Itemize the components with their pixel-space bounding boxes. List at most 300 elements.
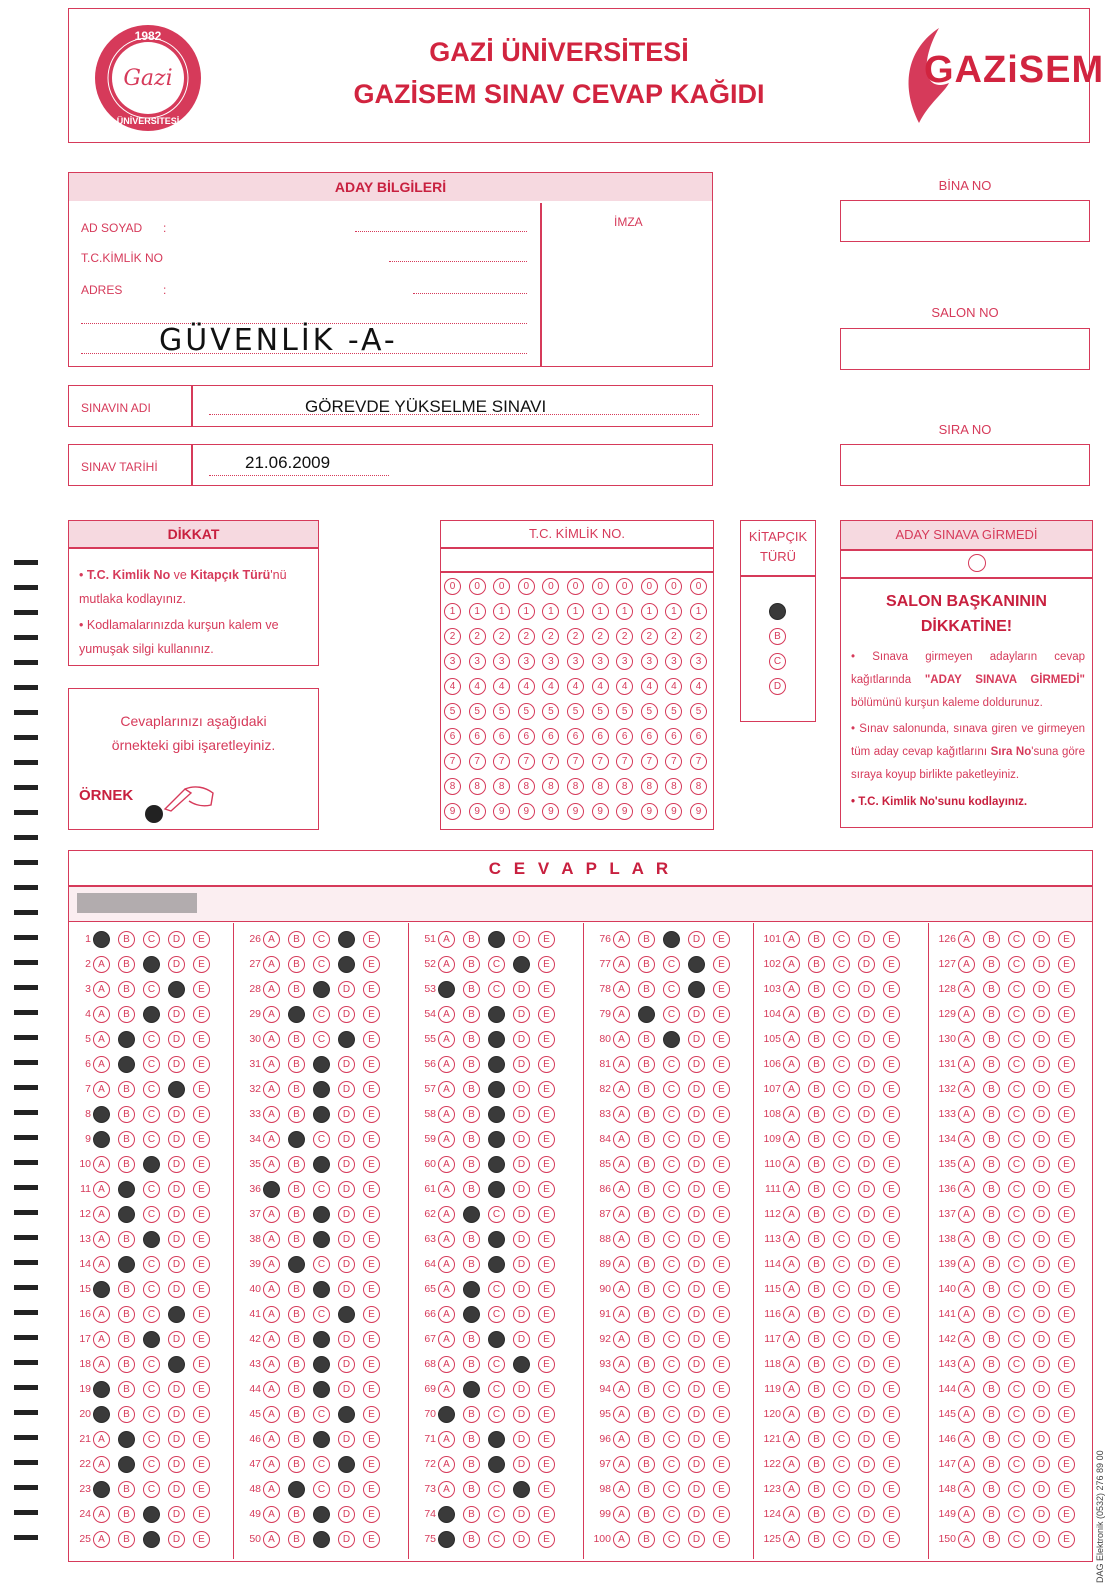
answer-bubble[interactable]: D [513,1531,530,1548]
answer-bubble[interactable]: B [288,1506,305,1523]
answer-bubble[interactable]: D [1033,1181,1050,1198]
answer-bubble[interactable]: B [463,1056,480,1073]
answer-bubble[interactable]: C [663,1306,680,1323]
answer-bubble[interactable]: B [463,1181,480,1198]
answer-bubble[interactable]: E [363,1256,380,1273]
tc-digit-bubble[interactable]: 8 [690,778,707,795]
answer-bubble[interactable]: C [313,1456,330,1473]
answer-bubble[interactable]: A [93,1006,110,1023]
answer-bubble[interactable]: D [513,1281,530,1298]
answer-bubble[interactable]: A [263,1231,280,1248]
answer-bubble[interactable]: E [713,1331,730,1348]
answer-bubble[interactable] [93,1481,110,1498]
answer-bubble[interactable]: A [263,1006,280,1023]
answer-bubble[interactable]: B [983,1231,1000,1248]
tc-digit-bubble[interactable]: 5 [665,703,682,720]
answer-bubble[interactable] [463,1306,480,1323]
answer-bubble[interactable]: C [663,1206,680,1223]
answer-bubble[interactable] [118,1056,135,1073]
tc-digit-bubble[interactable]: 2 [518,628,535,645]
answer-bubble[interactable]: E [713,1281,730,1298]
answer-bubble[interactable]: B [638,1481,655,1498]
answer-bubble[interactable]: D [858,1506,875,1523]
answer-bubble[interactable]: D [1033,1531,1050,1548]
answer-bubble[interactable]: B [118,1531,135,1548]
answer-bubble[interactable] [463,1281,480,1298]
answer-bubble[interactable]: D [858,1131,875,1148]
answer-bubble[interactable]: B [983,1181,1000,1198]
answer-bubble[interactable]: E [713,1456,730,1473]
answer-bubble[interactable]: D [513,1181,530,1198]
answer-bubble[interactable]: B [463,1106,480,1123]
answer-bubble[interactable]: E [1058,1431,1075,1448]
answer-bubble[interactable]: B [808,1081,825,1098]
answer-bubble[interactable]: A [613,1106,630,1123]
answer-bubble[interactable]: B [463,1031,480,1048]
answer-bubble[interactable]: E [193,1281,210,1298]
answer-bubble[interactable]: C [663,1406,680,1423]
answer-bubble[interactable]: D [688,1031,705,1048]
answer-bubble[interactable]: D [1033,1081,1050,1098]
answer-bubble[interactable]: B [808,1006,825,1023]
answer-bubble[interactable]: A [958,1331,975,1348]
tc-digit-bubble[interactable]: 8 [567,778,584,795]
answer-bubble[interactable]: C [488,1406,505,1423]
answer-bubble[interactable]: B [638,1181,655,1198]
answer-bubble[interactable]: E [1058,1406,1075,1423]
absent-bubble[interactable] [968,554,986,572]
answer-bubble[interactable]: B [638,1206,655,1223]
answer-bubble[interactable]: D [1033,981,1050,998]
answer-bubble[interactable]: D [513,1006,530,1023]
answer-bubble[interactable] [488,1431,505,1448]
answer-bubble[interactable]: D [858,1431,875,1448]
answer-bubble[interactable]: D [338,1181,355,1198]
answer-bubble[interactable]: E [193,1306,210,1323]
answer-bubble[interactable]: D [168,1256,185,1273]
answer-bubble[interactable]: E [883,1231,900,1248]
answer-bubble[interactable]: B [808,1181,825,1198]
answer-bubble[interactable]: B [288,981,305,998]
tc-digit-bubble[interactable]: 8 [493,778,510,795]
answer-bubble[interactable]: E [363,1306,380,1323]
answer-bubble[interactable]: E [363,1281,380,1298]
answer-bubble[interactable]: D [858,1356,875,1373]
answer-bubble[interactable]: C [313,1131,330,1148]
answer-bubble[interactable]: E [363,1406,380,1423]
answer-bubble[interactable]: D [1033,1481,1050,1498]
answer-bubble[interactable]: B [983,1481,1000,1498]
answer-bubble[interactable]: E [883,981,900,998]
answer-bubble[interactable]: A [783,1206,800,1223]
tc-digit-bubble[interactable]: 3 [690,653,707,670]
answer-bubble[interactable] [488,931,505,948]
answer-bubble[interactable]: D [168,1106,185,1123]
answer-bubble[interactable]: E [538,1006,555,1023]
answer-bubble[interactable]: D [1033,1231,1050,1248]
answer-bubble[interactable]: B [288,1031,305,1048]
answer-bubble[interactable]: A [958,1006,975,1023]
answer-bubble[interactable]: E [538,1206,555,1223]
tc-digit-bubble[interactable]: 2 [469,628,486,645]
tc-digit-bubble[interactable]: 6 [641,728,658,745]
answer-bubble[interactable]: C [663,981,680,998]
answer-bubble[interactable] [488,1331,505,1348]
answer-bubble[interactable]: E [363,1006,380,1023]
answer-bubble[interactable]: D [688,1356,705,1373]
answer-bubble[interactable]: A [93,956,110,973]
tc-digit-bubble[interactable]: 8 [592,778,609,795]
tc-digit-bubble[interactable]: 0 [690,578,707,595]
answer-bubble[interactable]: E [1058,1006,1075,1023]
answer-bubble[interactable]: A [613,1031,630,1048]
answer-bubble[interactable]: B [808,1456,825,1473]
answer-bubble[interactable]: D [688,1306,705,1323]
answer-bubble[interactable]: C [833,931,850,948]
answer-bubble[interactable]: C [1008,1156,1025,1173]
answer-bubble[interactable]: B [288,1281,305,1298]
answer-bubble[interactable]: C [143,1031,160,1048]
answer-bubble[interactable]: E [883,1506,900,1523]
tc-digit-bubble[interactable]: 8 [444,778,461,795]
tc-digit-bubble[interactable]: 3 [444,653,461,670]
answer-bubble[interactable]: D [688,1456,705,1473]
answer-bubble[interactable]: A [958,1356,975,1373]
answer-bubble[interactable]: E [193,1506,210,1523]
answer-bubble[interactable]: B [118,981,135,998]
tc-digit-bubble[interactable]: 2 [493,628,510,645]
answer-bubble[interactable]: E [538,1106,555,1123]
answer-bubble[interactable]: D [1033,1131,1050,1148]
answer-bubble[interactable]: B [118,1131,135,1148]
answer-bubble[interactable]: B [118,956,135,973]
answer-bubble[interactable]: E [883,1156,900,1173]
answer-bubble[interactable]: E [713,1231,730,1248]
answer-bubble[interactable]: D [168,1006,185,1023]
tc-digit-bubble[interactable]: 8 [616,778,633,795]
answer-bubble[interactable]: E [713,981,730,998]
answer-bubble[interactable]: D [688,1106,705,1123]
answer-bubble[interactable] [118,1256,135,1273]
answer-bubble[interactable]: B [638,1231,655,1248]
tc-digit-bubble[interactable]: 5 [641,703,658,720]
answer-bubble[interactable]: D [688,1506,705,1523]
tc-digit-bubble[interactable]: 1 [641,603,658,620]
answer-bubble[interactable]: A [958,1156,975,1173]
answer-bubble[interactable]: D [1033,1281,1050,1298]
answer-bubble[interactable] [663,931,680,948]
tc-digit-bubble[interactable]: 1 [690,603,707,620]
answer-bubble[interactable]: C [833,1206,850,1223]
answer-bubble[interactable]: B [983,1006,1000,1023]
answer-bubble[interactable] [118,1031,135,1048]
answer-bubble[interactable]: E [538,956,555,973]
answer-bubble[interactable]: E [713,1406,730,1423]
answer-bubble[interactable]: C [833,1256,850,1273]
answer-bubble[interactable]: A [613,1481,630,1498]
answer-bubble[interactable]: B [288,1531,305,1548]
answer-bubble[interactable]: A [613,1331,630,1348]
tc-digit-bubble[interactable]: 7 [616,753,633,770]
answer-bubble[interactable]: A [93,1431,110,1448]
answer-bubble[interactable]: D [168,1056,185,1073]
answer-bubble[interactable]: D [1033,1456,1050,1473]
answer-bubble[interactable] [93,1381,110,1398]
answer-bubble[interactable]: A [438,1156,455,1173]
answer-bubble[interactable]: D [168,1331,185,1348]
answer-bubble[interactable]: D [338,981,355,998]
answer-bubble[interactable]: E [538,1256,555,1273]
answer-bubble[interactable]: B [463,1156,480,1173]
tc-digit-bubble[interactable]: 1 [616,603,633,620]
answer-bubble[interactable]: B [288,1081,305,1098]
answer-bubble[interactable]: B [288,1106,305,1123]
answer-bubble[interactable]: C [663,1481,680,1498]
answer-bubble[interactable] [313,1106,330,1123]
answer-bubble[interactable]: A [783,1481,800,1498]
answer-bubble[interactable] [143,956,160,973]
answer-bubble[interactable]: D [338,1481,355,1498]
answer-bubble[interactable]: A [613,1356,630,1373]
answer-bubble[interactable]: C [663,1456,680,1473]
answer-bubble[interactable]: A [613,1506,630,1523]
answer-bubble[interactable]: D [1033,1306,1050,1323]
answer-bubble[interactable] [263,1181,280,1198]
answer-bubble[interactable]: C [143,1381,160,1398]
answer-bubble[interactable]: C [1008,956,1025,973]
answer-bubble[interactable]: D [168,1031,185,1048]
answer-bubble[interactable]: A [93,1206,110,1223]
answer-bubble[interactable]: C [143,1406,160,1423]
answer-bubble[interactable]: A [438,1181,455,1198]
answer-bubble[interactable]: A [783,1356,800,1373]
answer-bubble[interactable]: C [488,1531,505,1548]
answer-bubble[interactable]: A [438,1006,455,1023]
answer-bubble[interactable] [288,1006,305,1023]
answer-bubble[interactable]: A [438,1081,455,1098]
answer-bubble[interactable]: B [638,956,655,973]
answer-bubble[interactable]: D [338,1106,355,1123]
answer-bubble[interactable]: B [463,1006,480,1023]
answer-bubble[interactable]: D [338,1156,355,1173]
answer-bubble[interactable]: C [663,1231,680,1248]
answer-bubble[interactable]: B [288,1181,305,1198]
answer-bubble[interactable]: D [338,1231,355,1248]
tc-digit-bubble[interactable]: 6 [518,728,535,745]
answer-bubble[interactable]: C [143,981,160,998]
answer-bubble[interactable]: D [513,931,530,948]
answer-bubble[interactable]: A [613,931,630,948]
answer-bubble[interactable]: B [808,1356,825,1373]
answer-bubble[interactable]: A [263,1481,280,1498]
answer-bubble[interactable] [338,1031,355,1048]
answer-bubble[interactable]: E [883,1281,900,1298]
answer-bubble[interactable]: D [1033,1006,1050,1023]
answer-bubble[interactable]: D [1033,1381,1050,1398]
tc-digit-bubble[interactable]: 6 [444,728,461,745]
answer-bubble[interactable]: D [338,1206,355,1223]
tc-digit-bubble[interactable]: 9 [690,803,707,820]
answer-bubble[interactable]: A [438,1356,455,1373]
answer-bubble[interactable]: E [538,1356,555,1373]
answer-bubble[interactable]: A [958,1381,975,1398]
answer-bubble[interactable]: B [983,1356,1000,1373]
answer-bubble[interactable]: C [1008,1131,1025,1148]
answer-bubble[interactable] [313,1206,330,1223]
tc-digit-bubble[interactable]: 6 [567,728,584,745]
answer-bubble[interactable]: E [713,1006,730,1023]
answer-bubble[interactable]: E [538,1281,555,1298]
answer-bubble[interactable]: A [93,1531,110,1548]
answer-bubble[interactable]: E [363,1081,380,1098]
answer-bubble[interactable]: A [93,1506,110,1523]
answer-bubble[interactable] [488,1131,505,1148]
answer-bubble[interactable]: B [118,1231,135,1248]
answer-bubble[interactable]: A [783,1281,800,1298]
answer-bubble[interactable]: C [1008,1506,1025,1523]
answer-bubble[interactable]: A [783,1406,800,1423]
answer-bubble[interactable]: B [638,1256,655,1273]
answer-bubble[interactable]: C [1008,1031,1025,1048]
answer-bubble[interactable]: D [858,1231,875,1248]
answer-bubble[interactable]: B [808,981,825,998]
answer-bubble[interactable]: D [688,931,705,948]
answer-bubble[interactable]: A [613,1381,630,1398]
answer-bubble[interactable]: B [463,1331,480,1348]
answer-bubble[interactable]: A [438,1481,455,1498]
tc-digit-bubble[interactable]: 5 [592,703,609,720]
answer-bubble[interactable]: A [613,1431,630,1448]
answer-bubble[interactable]: E [538,1481,555,1498]
answer-bubble[interactable] [463,1381,480,1398]
answer-bubble[interactable]: A [958,1456,975,1473]
booklet-option-c[interactable]: C [769,653,786,670]
answer-bubble[interactable]: E [193,1081,210,1098]
answer-bubble[interactable]: E [713,956,730,973]
tc-digit-bubble[interactable]: 9 [592,803,609,820]
answer-bubble[interactable]: B [808,1431,825,1448]
tc-digit-bubble[interactable]: 5 [542,703,559,720]
answer-bubble[interactable]: B [983,1331,1000,1348]
answer-bubble[interactable]: D [858,1006,875,1023]
tc-digit-bubble[interactable]: 5 [616,703,633,720]
answer-bubble[interactable] [338,1456,355,1473]
tc-digit-bubble[interactable]: 5 [493,703,510,720]
answer-bubble[interactable]: A [958,1506,975,1523]
answer-bubble[interactable]: E [1058,1056,1075,1073]
answer-bubble[interactable]: B [808,1206,825,1223]
answer-bubble[interactable] [488,1181,505,1198]
answer-bubble[interactable]: B [288,1206,305,1223]
answer-bubble[interactable]: D [338,1056,355,1073]
answer-bubble[interactable]: A [613,1081,630,1098]
answer-bubble[interactable]: E [193,981,210,998]
answer-bubble[interactable]: B [983,1531,1000,1548]
answer-bubble[interactable]: A [613,1006,630,1023]
answer-bubble[interactable]: D [168,956,185,973]
answer-bubble[interactable]: B [463,1456,480,1473]
answer-bubble[interactable]: C [488,981,505,998]
answer-bubble[interactable]: D [1033,1356,1050,1373]
tc-digit-bubble[interactable]: 5 [518,703,535,720]
answer-bubble[interactable]: A [438,1256,455,1273]
answer-bubble[interactable] [488,1456,505,1473]
answer-bubble[interactable]: A [958,956,975,973]
answer-bubble[interactable]: A [93,1031,110,1048]
answer-bubble[interactable]: A [438,1381,455,1398]
answer-bubble[interactable]: D [338,1006,355,1023]
answer-bubble[interactable]: C [833,1306,850,1323]
tc-digit-bubble[interactable]: 0 [567,578,584,595]
tc-digit-bubble[interactable]: 7 [542,753,559,770]
answer-bubble[interactable]: C [1008,1531,1025,1548]
tc-digit-bubble[interactable]: 7 [641,753,658,770]
tc-digit-bubble[interactable]: 6 [469,728,486,745]
answer-bubble[interactable]: D [858,931,875,948]
answer-bubble[interactable]: A [958,931,975,948]
answer-bubble[interactable]: D [688,1331,705,1348]
answer-bubble[interactable]: C [143,1181,160,1198]
answer-bubble[interactable]: D [858,1381,875,1398]
answer-bubble[interactable]: C [1008,1006,1025,1023]
answer-bubble[interactable]: E [193,956,210,973]
answer-bubble[interactable]: E [1058,1531,1075,1548]
answer-bubble[interactable]: A [783,1231,800,1248]
answer-bubble[interactable]: B [808,1056,825,1073]
answer-bubble[interactable]: A [93,1306,110,1323]
answer-bubble[interactable]: A [958,1431,975,1448]
answer-bubble[interactable]: E [1058,1156,1075,1173]
tc-digit-bubble[interactable]: 3 [469,653,486,670]
answer-bubble[interactable]: D [513,981,530,998]
answer-bubble[interactable]: B [638,931,655,948]
answer-bubble[interactable]: A [263,1106,280,1123]
answer-bubble[interactable]: E [883,1531,900,1548]
answer-bubble[interactable]: A [93,1181,110,1198]
answer-bubble[interactable]: D [688,1131,705,1148]
answer-bubble[interactable]: C [833,1081,850,1098]
answer-bubble[interactable]: A [783,1131,800,1148]
booklet-option-d[interactable]: D [769,678,786,695]
answer-bubble[interactable]: B [288,956,305,973]
answer-bubble[interactable]: D [513,1431,530,1448]
answer-bubble[interactable] [663,1031,680,1048]
answer-bubble[interactable]: E [538,1156,555,1173]
answer-bubble[interactable]: D [858,1031,875,1048]
answer-bubble[interactable]: C [833,1331,850,1348]
tc-digit-bubble[interactable]: 2 [690,628,707,645]
answer-bubble[interactable] [313,1506,330,1523]
answer-bubble[interactable]: D [338,1281,355,1298]
tc-digit-bubble[interactable]: 7 [592,753,609,770]
answer-bubble[interactable]: A [438,1456,455,1473]
answer-bubble[interactable]: A [263,1281,280,1298]
answer-bubble[interactable] [313,981,330,998]
tc-digit-bubble[interactable]: 9 [641,803,658,820]
answer-bubble[interactable]: E [1058,956,1075,973]
tc-digit-bubble[interactable]: 4 [567,678,584,695]
answer-bubble[interactable]: E [363,1381,380,1398]
answer-bubble[interactable]: E [1058,1206,1075,1223]
answer-bubble[interactable]: A [783,931,800,948]
answer-bubble[interactable]: C [1008,1381,1025,1398]
tc-digit-bubble[interactable]: 5 [444,703,461,720]
answer-bubble[interactable]: E [1058,1106,1075,1123]
answer-bubble[interactable] [513,956,530,973]
answer-bubble[interactable]: E [363,1206,380,1223]
tc-digit-bubble[interactable]: 6 [493,728,510,745]
answer-bubble[interactable] [338,931,355,948]
